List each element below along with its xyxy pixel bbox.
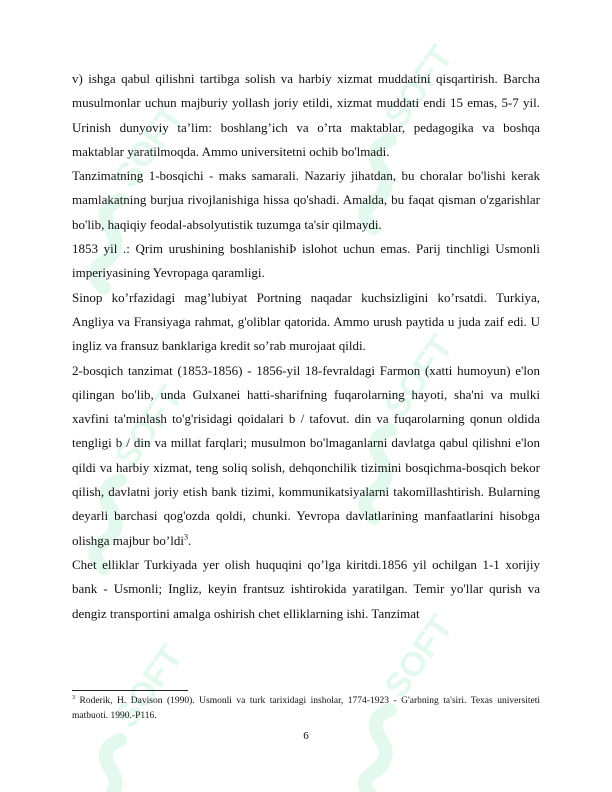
paragraph: Sinop ko’rfazidagi mag’lubiyat Portning naqadar kuchsizligini ko’rsatdi. Turkiya, Angliya va Fransiyaga rahmat, g'oliblar qatorida. Ammo urush paytida u juda zaif edi. U ingliz va fransuz banklariga kredit so’rab murojaat qildi. [72,289,540,354]
footnote-divider [72,690,188,691]
paragraph: Chet elliklar Turkiyada yer olish huquqini qo’lga kiritdi.1856 yil ochilgan 1-1 xorijiy bank - Usmonli; Ingliz, keyin frantsuz ishtirokida yaratilgan. Temir yo'llar qurish va dengiz transportini amalga oshirish chet elliklarning ishi. Tanzimat [72,556,540,621]
paragraph: v) ishga qabul qilishni tartibga solish va harbiy xizmat muddatini qisqartirish. Barcha musulmonlar uchun majburiy yollash joriy etildi, xizmat muddati endi 15 emas, 5-7 yil. Urinish dunyoviy ta’lim: boshlang’ich va o’rta maktablar, pedagogika va boshqa maktablar yaratilmoqda. Ammo universitetni ochib bo'lmadi. [72,71,540,159]
footnote [72,694,540,723]
footnote-text: Roderik, H. Davison (1990). Usmonli va turk tarixidagi insholar, 1774-1923 - G'arbning ta'siri. Texas universiteti matbuoti. 1990.-P116. [72,696,540,721]
paragraph: 2-bosqich tanzimat (1853-1856) - 1856-yil 18-fevraldagi Farmon (xatti humoyun) e'lon qilingan bo'lib, unda Gulxanei hatti-sharifning fuqarolarning hayoti, sha'ni va mulki xavfini ta'minlash to'g'risidagi qoidalari b / tafovut. din va fuqarolarning qonun oldida tengligi b / din va millat farqlari; musulmon bo'lmaganlarni davlatga qabul qilishni e'lon qildi va harbiy xizmat, teng soliq solish, dehqonchilik tizimini bosqichma-bosqich bekor qilish, davlatni joriy etish bank tizimi, kommunikatsiyalarni takomillashtirish. Bularning deyarli barchasi qog'ozda qoldi, chunki. Yevropa davlatlarining manfaatlarini hisobga olishga majbur bo’ldi$^3$. [72,362,540,548]
footnote-mark: 3 [72,694,75,701]
paragraph: Tanzimatning 1-bosqichi - maks samarali. Nazariy jihatdan, bu choralar bo'lishi kerak mamlakatning burjua rivojlanishiga hissa qo'shadi. Amalda, bu faqat qisman o'zgarishlar bo'lib, haqiqiy feodal-absolyutistik tuzumga ta'sir qilmaydi. [72,168,540,232]
paragraph: 1853 yil .: Qrim urushining boshlanishiÞ islohot uchun emas. Parij tinchligi Usmonli imperiyasining Yevropaga qaramligi. [72,241,540,281]
page-number: 6 [303,730,309,742]
footnote-reference: 3 [183,532,188,542]
document-body [72,67,540,626]
